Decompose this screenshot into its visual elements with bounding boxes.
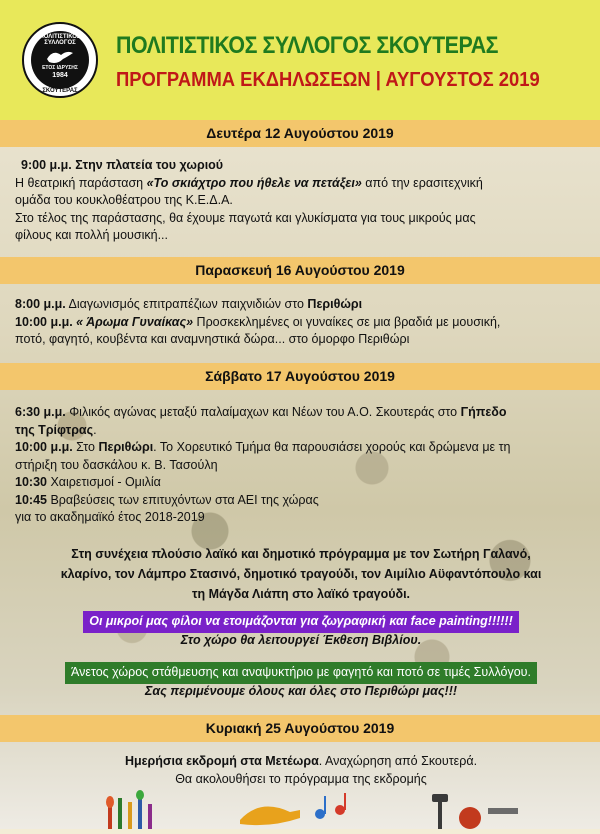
event-time: 10:45 (15, 492, 47, 507)
event-text: Θα ακολουθήσει το πρόγραμμα της εκδρομής (175, 771, 427, 786)
music-program (15, 544, 587, 604)
venue-name: Γήπεδο (460, 405, 507, 419)
event-text: Διαγωνισμός επιτραπέζιων παιχνιδιών στο (65, 297, 308, 311)
event-text: Χαιρετισμοί - Ομιλία (46, 475, 161, 489)
logo-top-text: ΠΟΛΙΤΙΣΤΙΚΟΣ ΣΥΛΛΟΓΟΣ (39, 34, 81, 46)
music-line: τη Μάγδα Λιάπη στο λαϊκό τραγούδι. (191, 587, 411, 601)
event-title: « Άρωμα Γυναίκας» (72, 314, 194, 329)
venue-name: της Τρίφτρας (15, 422, 94, 437)
book-exhibition (15, 632, 587, 650)
day-heading-monday: Δευτέρα 12 Αυγούστου 2019 (0, 120, 600, 147)
event-text: από την ερασιτεχνική (361, 175, 483, 190)
day-heading-friday: Παρασκευή 16 Αυγούστου 2019 (0, 257, 600, 284)
event-text: Στο (72, 440, 99, 454)
venue-name: Περιθώρι (98, 440, 154, 454)
day-monday-details (15, 157, 587, 245)
kids-banner: Οι μικροί μας φίλοι να ετοιμάζονται για ζωγραφική και face painting!!!!!! (83, 611, 519, 633)
page-subtitle: ΠΡΟΓΡΑΜΜΑ ΕΚΔΗΛΩΣΕΩΝ | ΑΥΓΟΥΣΤΟΣ 2019 (116, 69, 540, 91)
event-time: 8:00 μ.μ. (15, 297, 66, 311)
play-title: «Το σκιάχτρο που ήθελε να πετάξει» (146, 175, 362, 190)
event-time: 10:30 (15, 475, 47, 489)
excursion-title: Ημερήσια εκδρομή στα Μετέωρα (124, 754, 319, 768)
event-text: . Το Χορευτικό Τμήμα θα παρουσιάσει χορούς και δρώμενα με τη (153, 440, 511, 454)
music-line: κλαρίνο, τον Λάμπρο Στασινό, δημοτικό τραγούδι, τον Αιμίλιο Αϋφαντόπουλο και (60, 567, 542, 581)
bird-icon (45, 47, 75, 67)
cooking-utensils-icon (0, 790, 600, 829)
page-title: ΠΟΛΙΤΙΣΤΙΚΟΣ ΣΥΛΛΟΓΟΣ ΣΚΟΥΤΕΡΑΣ (116, 32, 499, 59)
day-heading-sunday: Κυριακή 25 Αυγούστου 2019 (0, 715, 600, 742)
day-saturday-details (15, 404, 587, 527)
event-text: ομάδα του κουκλοθέατρου της Κ.Ε.Δ.Α. (15, 193, 233, 207)
event-text: . Αναχώρηση από Σκουτερά. (318, 754, 478, 768)
event-time: 9:00 μ.μ. Στην πλατεία του χωριού (21, 158, 224, 172)
venue-name: Περιθώρι (307, 297, 363, 311)
event-text: ποτό, φαγητό, κουβέντα και αναμνηστικά δώρα... στο όμορφο Περιθώρι (15, 332, 410, 346)
logo-year: 1984 (52, 72, 68, 79)
day-friday-details (15, 296, 587, 349)
parking-banner: Άνετος χώρος στάθμευσης και αναψυκτήριο με φαγητό και ποτό σε τιμές Συλλόγου. (65, 662, 537, 684)
association-logo (22, 22, 98, 98)
event-text: Στο τέλος της παράστασης, θα έχουμε παγωτά και γλυκίσματα για τους μικρούς μας (15, 210, 476, 225)
logo-est: ΕΤΟΣ ΙΔΡΥΣΗΣ (42, 65, 78, 71)
event-text: Προσκεκλημένες οι γυναίκες σε μια βραδιά με μουσική, (193, 314, 501, 329)
event-text: Βραβεύσεις των επιτυχόντων στα ΑΕΙ της χώρας (46, 492, 319, 507)
logo-bottom-text: ΣΚΟΥΤΕΡΑΣ (42, 88, 78, 94)
event-time: 10:00 μ.μ. (15, 440, 73, 454)
event-text: . (93, 422, 97, 437)
footer-icons (0, 790, 600, 829)
day-heading-saturday: Σάββατο 17 Αυγούστου 2019 (0, 363, 600, 390)
event-text: Φιλικός αγώνας μεταξύ παλαίμαχων και Νέων του Α.Ο. Σκουτεράς στο (65, 405, 461, 419)
event-time: 10:00 μ.μ. (15, 314, 73, 329)
welcome-note (15, 683, 587, 701)
day-sunday-details (15, 753, 587, 788)
music-line: Στη συνέχεια πλούσιο λαϊκό και δημοτικό πρόγραμμα με τον Σωτήρη Γαλανό, (71, 547, 531, 561)
event-text: για το ακαδημαϊκό έτος 2018-2019 (15, 510, 205, 524)
event-time: 6:30 μ.μ. (15, 405, 66, 419)
event-text: στήριξη του δασκάλου κ. Β. Τασούλη (15, 457, 218, 472)
event-text: φίλους και πολλή μουσική... (15, 228, 168, 242)
event-text: Η θεατρική παράσταση (15, 175, 147, 190)
parking-notice (15, 662, 587, 684)
kids-notice (15, 611, 587, 633)
header-band (0, 0, 600, 120)
welcome-text: Σας περιμένουμε όλους και όλες στο Περιθώρι μας!!! (144, 684, 458, 698)
book-exhibition-text: Στο χώρο θα λειτουργεί Έκθεση Βιβλίου. (180, 633, 422, 647)
